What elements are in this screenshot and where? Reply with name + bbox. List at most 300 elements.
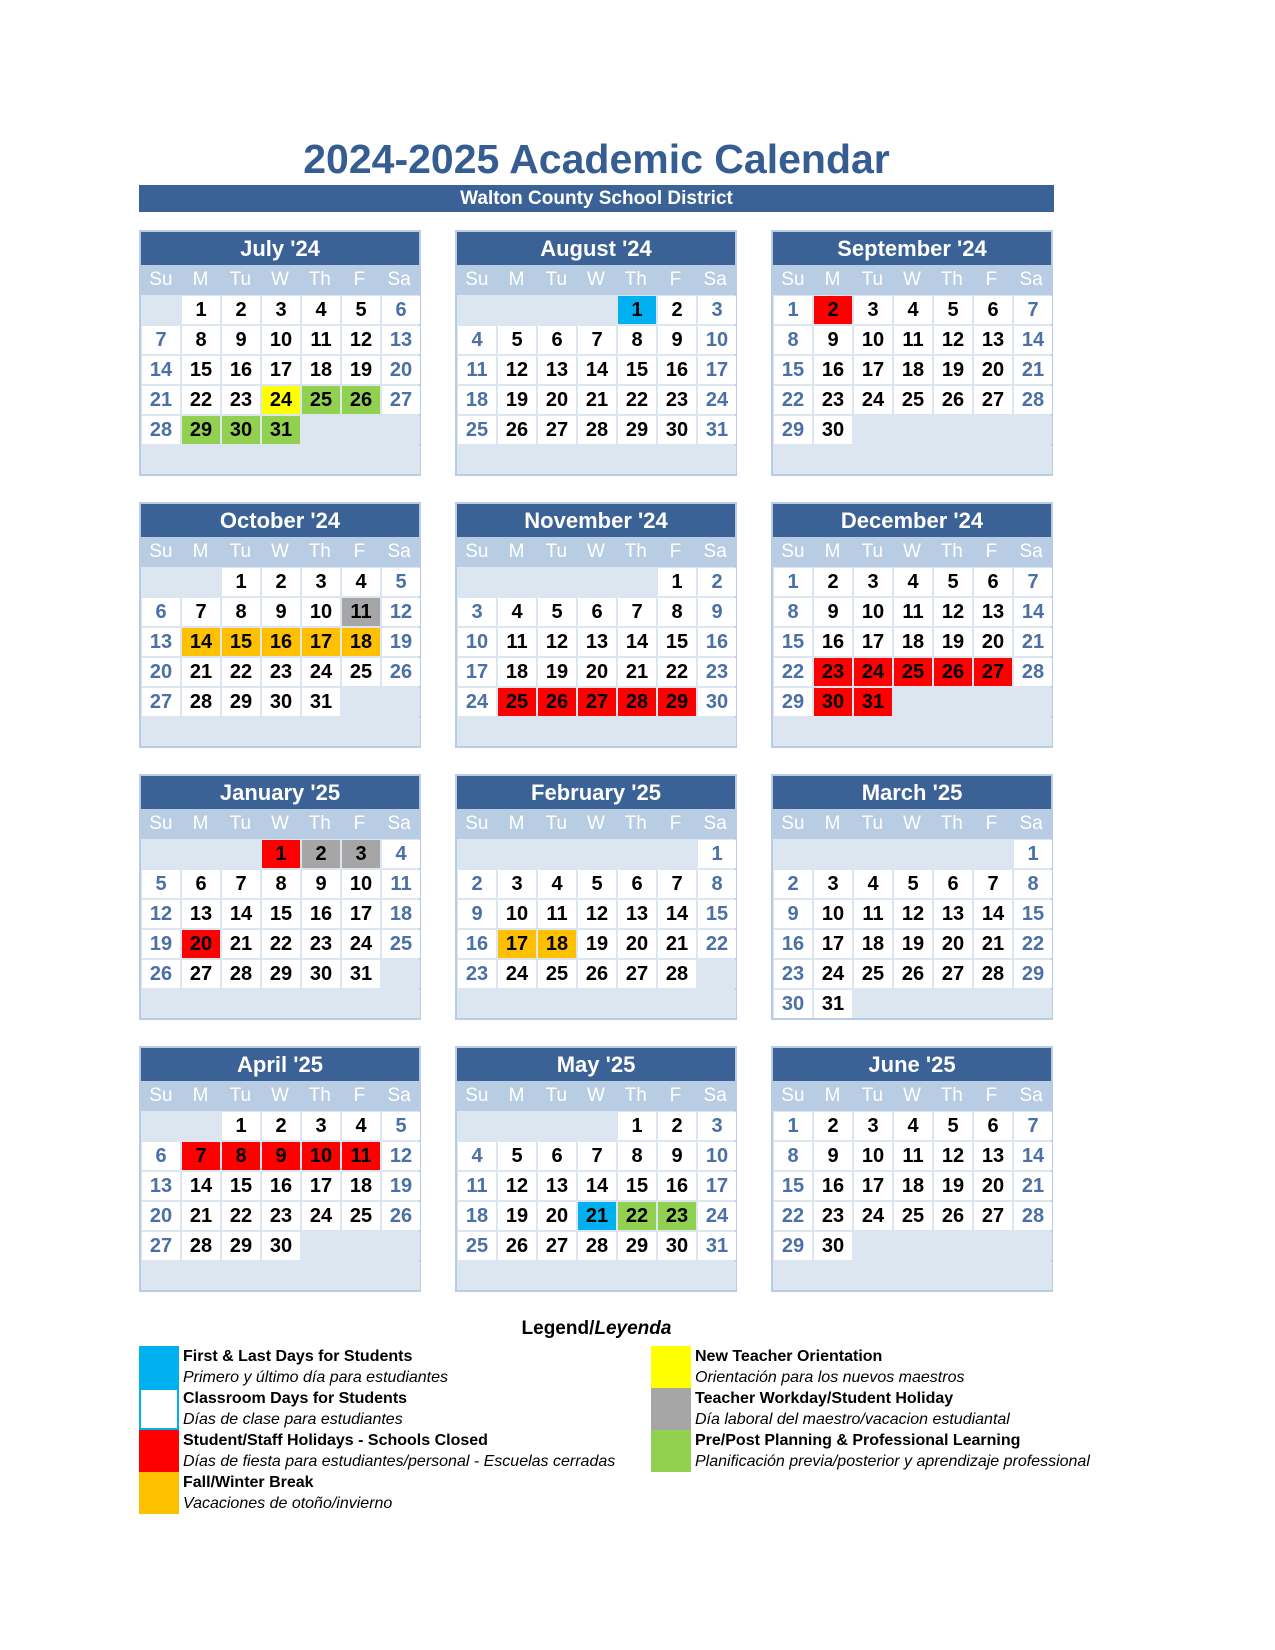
day-cell: 19 bbox=[934, 628, 972, 656]
day-cell: 28 bbox=[1014, 658, 1052, 686]
day-cell: 16 bbox=[302, 900, 340, 928]
weekday-label: Su bbox=[781, 541, 805, 562]
day-cell: 28 bbox=[182, 688, 220, 716]
weekday-label: M bbox=[508, 813, 525, 834]
weekday-header bbox=[141, 537, 419, 567]
day-cell: 30 bbox=[698, 688, 736, 716]
weekday-label: Tu bbox=[861, 541, 884, 562]
day-cell: 20 bbox=[182, 930, 220, 958]
empty-cell bbox=[774, 1262, 812, 1290]
day-cell: 13 bbox=[618, 900, 656, 928]
empty-cell bbox=[458, 840, 496, 868]
day-cell: 14 bbox=[182, 628, 220, 656]
empty-cell bbox=[382, 960, 420, 988]
day-cell: 26 bbox=[142, 960, 180, 988]
day-cell: 26 bbox=[342, 386, 380, 414]
day-cell: 5 bbox=[498, 326, 536, 354]
empty-cell bbox=[382, 446, 420, 474]
month-calendar bbox=[139, 1046, 421, 1292]
weekday-label: Su bbox=[781, 813, 805, 834]
day-cell: 6 bbox=[382, 296, 420, 324]
day-cell: 28 bbox=[974, 960, 1012, 988]
empty-cell bbox=[934, 990, 972, 1018]
day-cell: 20 bbox=[538, 386, 576, 414]
month-title: June '25 bbox=[773, 1048, 1051, 1081]
weekday-label: Sa bbox=[1019, 813, 1043, 834]
page-title: 2024-2025 Academic Calendar bbox=[303, 136, 890, 182]
day-cell: 5 bbox=[538, 598, 576, 626]
weekday-label: Sa bbox=[703, 541, 727, 562]
empty-cell bbox=[774, 718, 812, 746]
empty-cell bbox=[1014, 416, 1052, 444]
empty-cell bbox=[342, 688, 380, 716]
empty-cell bbox=[498, 1262, 536, 1290]
empty-cell bbox=[974, 990, 1012, 1018]
day-cell: 26 bbox=[382, 658, 420, 686]
empty-cell bbox=[262, 718, 300, 746]
day-cell: 12 bbox=[894, 900, 932, 928]
day-cell: 17 bbox=[458, 658, 496, 686]
day-cell: 6 bbox=[142, 1142, 180, 1170]
month-title: July '24 bbox=[141, 232, 419, 265]
empty-cell bbox=[658, 990, 696, 1018]
weekday-label: Th bbox=[940, 541, 963, 562]
weekday-label: Sa bbox=[387, 1085, 411, 1106]
day-cell: 28 bbox=[222, 960, 260, 988]
empty-cell bbox=[854, 446, 892, 474]
day-cell: 23 bbox=[458, 960, 496, 988]
day-cell: 22 bbox=[222, 1202, 260, 1230]
weekday-label: Tu bbox=[861, 1085, 884, 1106]
empty-cell bbox=[262, 1262, 300, 1290]
empty-cell bbox=[222, 840, 260, 868]
day-cell: 30 bbox=[774, 990, 812, 1018]
weekday-label: M bbox=[192, 813, 209, 834]
weekday-label: F bbox=[353, 813, 366, 834]
day-cell: 16 bbox=[774, 930, 812, 958]
day-cell: 25 bbox=[894, 386, 932, 414]
day-cell: 25 bbox=[342, 658, 380, 686]
day-cell: 22 bbox=[774, 386, 812, 414]
weekday-header bbox=[773, 537, 1051, 567]
day-cell: 28 bbox=[578, 416, 616, 444]
day-cell: 19 bbox=[142, 930, 180, 958]
day-cell: 7 bbox=[1014, 1112, 1052, 1140]
day-cell: 6 bbox=[934, 870, 972, 898]
legend-label: New Teacher Orientation bbox=[695, 1348, 883, 1365]
empty-cell bbox=[382, 1232, 420, 1260]
weekday-label: Th bbox=[624, 269, 647, 290]
day-cell: 21 bbox=[1014, 356, 1052, 384]
empty-cell bbox=[302, 446, 340, 474]
weekday-label: M bbox=[508, 1085, 525, 1106]
empty-cell bbox=[142, 1112, 180, 1140]
empty-cell bbox=[578, 990, 616, 1018]
legend-label-es: Días de clase para estudiantes bbox=[183, 1411, 403, 1428]
day-cell: 12 bbox=[498, 1172, 536, 1200]
empty-cell bbox=[142, 718, 180, 746]
day-cell: 25 bbox=[342, 1202, 380, 1230]
weekday-label: Sa bbox=[387, 813, 411, 834]
legend-swatch-white bbox=[139, 1388, 179, 1430]
empty-cell bbox=[854, 718, 892, 746]
day-cell: 7 bbox=[222, 870, 260, 898]
day-cell: 4 bbox=[894, 1112, 932, 1140]
day-cell: 23 bbox=[814, 658, 852, 686]
day-cell: 16 bbox=[658, 1172, 696, 1200]
day-cell: 7 bbox=[974, 870, 1012, 898]
weekday-header bbox=[141, 265, 419, 295]
day-cell: 8 bbox=[1014, 870, 1052, 898]
legend-swatch-red bbox=[139, 1430, 179, 1472]
empty-cell bbox=[498, 840, 536, 868]
day-grid bbox=[457, 567, 735, 746]
day-cell: 21 bbox=[182, 658, 220, 686]
day-cell: 11 bbox=[458, 356, 496, 384]
empty-cell bbox=[854, 1262, 892, 1290]
day-cell: 3 bbox=[262, 296, 300, 324]
empty-cell bbox=[182, 446, 220, 474]
weekday-label: Th bbox=[308, 1085, 331, 1106]
day-cell: 29 bbox=[658, 688, 696, 716]
empty-cell bbox=[1014, 1262, 1052, 1290]
weekday-label: Su bbox=[465, 1085, 489, 1106]
day-cell: 13 bbox=[974, 598, 1012, 626]
weekday-header bbox=[457, 1081, 735, 1111]
weekday-header bbox=[457, 537, 735, 567]
day-cell: 14 bbox=[142, 356, 180, 384]
empty-cell bbox=[142, 446, 180, 474]
weekday-label: Sa bbox=[387, 541, 411, 562]
empty-cell bbox=[262, 446, 300, 474]
day-grid bbox=[773, 839, 1051, 1018]
day-cell: 21 bbox=[618, 658, 656, 686]
day-cell: 8 bbox=[774, 598, 812, 626]
legend-label: Student/Staff Holidays - Schools Closed bbox=[183, 1432, 488, 1449]
day-cell: 14 bbox=[618, 628, 656, 656]
empty-cell bbox=[1014, 688, 1052, 716]
day-cell: 8 bbox=[222, 1142, 260, 1170]
weekday-label: Tu bbox=[861, 269, 884, 290]
day-cell: 6 bbox=[142, 598, 180, 626]
empty-cell bbox=[578, 1262, 616, 1290]
weekday-label: M bbox=[508, 541, 525, 562]
day-cell: 24 bbox=[854, 658, 892, 686]
day-cell: 24 bbox=[458, 688, 496, 716]
empty-cell bbox=[222, 446, 260, 474]
weekday-label: W bbox=[587, 541, 605, 562]
legend-swatch-yellow bbox=[651, 1346, 691, 1388]
empty-cell bbox=[894, 990, 932, 1018]
weekday-header bbox=[773, 265, 1051, 295]
day-cell: 21 bbox=[658, 930, 696, 958]
weekday-label: Sa bbox=[703, 813, 727, 834]
legend-label: First & Last Days for Students bbox=[183, 1348, 413, 1365]
day-cell: 15 bbox=[774, 628, 812, 656]
day-cell: 14 bbox=[182, 1172, 220, 1200]
legend-label: Pre/Post Planning & Professional Learning bbox=[695, 1432, 1021, 1449]
empty-cell bbox=[182, 1262, 220, 1290]
day-cell: 7 bbox=[142, 326, 180, 354]
day-cell: 31 bbox=[302, 688, 340, 716]
day-cell: 5 bbox=[934, 568, 972, 596]
empty-cell bbox=[578, 718, 616, 746]
day-cell: 30 bbox=[814, 416, 852, 444]
day-cell: 27 bbox=[974, 658, 1012, 686]
day-cell: 19 bbox=[934, 356, 972, 384]
day-cell: 16 bbox=[262, 628, 300, 656]
month-title: September '24 bbox=[773, 232, 1051, 265]
day-cell: 2 bbox=[222, 296, 260, 324]
weekday-label: Sa bbox=[703, 1085, 727, 1106]
empty-cell bbox=[498, 990, 536, 1018]
empty-cell bbox=[854, 416, 892, 444]
empty-cell bbox=[618, 568, 656, 596]
day-cell: 22 bbox=[774, 658, 812, 686]
day-cell: 10 bbox=[698, 1142, 736, 1170]
legend-swatch-green bbox=[651, 1430, 691, 1472]
empty-cell bbox=[698, 990, 736, 1018]
day-cell: 3 bbox=[854, 1112, 892, 1140]
empty-cell bbox=[458, 446, 496, 474]
day-cell: 25 bbox=[894, 1202, 932, 1230]
empty-cell bbox=[498, 296, 536, 324]
day-cell: 5 bbox=[934, 1112, 972, 1140]
day-cell: 22 bbox=[774, 1202, 812, 1230]
day-cell: 1 bbox=[222, 1112, 260, 1140]
weekday-label: W bbox=[587, 813, 605, 834]
weekday-label: Su bbox=[465, 269, 489, 290]
empty-cell bbox=[458, 1112, 496, 1140]
day-cell: 11 bbox=[342, 598, 380, 626]
weekday-label: Sa bbox=[387, 269, 411, 290]
day-cell: 13 bbox=[538, 1172, 576, 1200]
weekday-label: Th bbox=[940, 269, 963, 290]
day-cell: 10 bbox=[854, 598, 892, 626]
district-name: Walton County School District bbox=[139, 185, 1054, 212]
day-cell: 22 bbox=[262, 930, 300, 958]
weekday-header bbox=[773, 809, 1051, 839]
weekday-header bbox=[141, 809, 419, 839]
month-calendar bbox=[771, 1046, 1053, 1292]
day-cell: 22 bbox=[658, 658, 696, 686]
day-cell: 11 bbox=[538, 900, 576, 928]
day-cell: 17 bbox=[498, 930, 536, 958]
day-cell: 22 bbox=[618, 1202, 656, 1230]
day-cell: 2 bbox=[814, 568, 852, 596]
day-cell: 30 bbox=[658, 1232, 696, 1260]
empty-cell bbox=[302, 416, 340, 444]
day-cell: 11 bbox=[854, 900, 892, 928]
day-grid bbox=[141, 295, 419, 474]
day-cell: 8 bbox=[182, 326, 220, 354]
empty-cell bbox=[894, 718, 932, 746]
empty-cell bbox=[142, 1262, 180, 1290]
weekday-label: Tu bbox=[229, 541, 252, 562]
day-cell: 22 bbox=[618, 386, 656, 414]
empty-cell bbox=[182, 1112, 220, 1140]
weekday-label: Su bbox=[149, 269, 173, 290]
legend-label: Classroom Days for Students bbox=[183, 1390, 408, 1407]
day-cell: 24 bbox=[302, 658, 340, 686]
day-cell: 30 bbox=[302, 960, 340, 988]
day-cell: 7 bbox=[1014, 296, 1052, 324]
day-cell: 3 bbox=[698, 296, 736, 324]
day-cell: 15 bbox=[262, 900, 300, 928]
day-cell: 29 bbox=[618, 416, 656, 444]
day-cell: 16 bbox=[814, 1172, 852, 1200]
empty-cell bbox=[814, 1262, 852, 1290]
day-cell: 5 bbox=[894, 870, 932, 898]
day-cell: 20 bbox=[974, 628, 1012, 656]
day-cell: 5 bbox=[342, 296, 380, 324]
empty-cell bbox=[894, 688, 932, 716]
weekday-label: Su bbox=[781, 269, 805, 290]
day-cell: 6 bbox=[578, 598, 616, 626]
day-cell: 17 bbox=[302, 628, 340, 656]
weekday-label: W bbox=[271, 269, 289, 290]
day-cell: 5 bbox=[382, 1112, 420, 1140]
weekday-label: F bbox=[985, 813, 998, 834]
day-cell: 19 bbox=[382, 628, 420, 656]
weekday-label: Tu bbox=[861, 813, 884, 834]
day-cell: 31 bbox=[814, 990, 852, 1018]
empty-cell bbox=[698, 1262, 736, 1290]
empty-cell bbox=[182, 568, 220, 596]
day-cell: 29 bbox=[1014, 960, 1052, 988]
day-cell: 2 bbox=[262, 1112, 300, 1140]
day-cell: 7 bbox=[658, 870, 696, 898]
month-calendar bbox=[139, 230, 421, 476]
day-cell: 10 bbox=[342, 870, 380, 898]
day-cell: 9 bbox=[458, 900, 496, 928]
day-cell: 13 bbox=[142, 628, 180, 656]
day-cell: 3 bbox=[854, 296, 892, 324]
day-cell: 30 bbox=[222, 416, 260, 444]
weekday-label: Th bbox=[624, 1085, 647, 1106]
empty-cell bbox=[578, 446, 616, 474]
legend-swatch-gray bbox=[651, 1388, 691, 1430]
day-cell: 10 bbox=[854, 326, 892, 354]
month-title: December '24 bbox=[773, 504, 1051, 537]
day-cell: 18 bbox=[458, 386, 496, 414]
weekday-label: M bbox=[824, 541, 841, 562]
day-cell: 13 bbox=[142, 1172, 180, 1200]
month-calendar bbox=[771, 774, 1053, 1020]
empty-cell bbox=[658, 1262, 696, 1290]
weekday-label: W bbox=[903, 541, 921, 562]
empty-cell bbox=[342, 1232, 380, 1260]
empty-cell bbox=[538, 446, 576, 474]
day-cell: 9 bbox=[302, 870, 340, 898]
day-cell: 14 bbox=[1014, 326, 1052, 354]
day-cell: 9 bbox=[658, 326, 696, 354]
day-cell: 1 bbox=[618, 1112, 656, 1140]
weekday-label: W bbox=[903, 1085, 921, 1106]
day-cell: 12 bbox=[382, 598, 420, 626]
legend-title-es: Leyenda bbox=[594, 1318, 672, 1339]
empty-cell bbox=[342, 416, 380, 444]
empty-cell bbox=[182, 840, 220, 868]
day-cell: 14 bbox=[1014, 1142, 1052, 1170]
empty-cell bbox=[222, 718, 260, 746]
day-cell: 29 bbox=[618, 1232, 656, 1260]
day-cell: 9 bbox=[658, 1142, 696, 1170]
month-calendar bbox=[455, 1046, 737, 1292]
weekday-label: Tu bbox=[545, 1085, 568, 1106]
weekday-label: F bbox=[669, 269, 682, 290]
day-cell: 10 bbox=[814, 900, 852, 928]
empty-cell bbox=[894, 416, 932, 444]
day-cell: 14 bbox=[578, 1172, 616, 1200]
day-cell: 8 bbox=[698, 870, 736, 898]
day-cell: 31 bbox=[342, 960, 380, 988]
weekday-label: Sa bbox=[1019, 541, 1043, 562]
day-cell: 13 bbox=[182, 900, 220, 928]
empty-cell bbox=[302, 1232, 340, 1260]
day-cell: 13 bbox=[974, 326, 1012, 354]
month-title: February '25 bbox=[457, 776, 735, 809]
weekday-label: W bbox=[587, 1085, 605, 1106]
day-cell: 8 bbox=[222, 598, 260, 626]
weekday-label: Th bbox=[624, 541, 647, 562]
day-cell: 19 bbox=[894, 930, 932, 958]
day-cell: 23 bbox=[814, 386, 852, 414]
day-cell: 2 bbox=[698, 568, 736, 596]
weekday-label: F bbox=[985, 1085, 998, 1106]
day-cell: 26 bbox=[934, 658, 972, 686]
legend-title-en: Legend/ bbox=[521, 1318, 595, 1339]
empty-cell bbox=[934, 718, 972, 746]
day-cell: 31 bbox=[698, 416, 736, 444]
weekday-label: F bbox=[353, 541, 366, 562]
empty-cell bbox=[382, 1262, 420, 1290]
empty-cell bbox=[698, 960, 736, 988]
day-cell: 4 bbox=[458, 1142, 496, 1170]
legend-swatch-blue bbox=[139, 1346, 179, 1388]
day-cell: 4 bbox=[342, 1112, 380, 1140]
empty-cell bbox=[498, 1112, 536, 1140]
day-grid bbox=[457, 295, 735, 474]
day-cell: 8 bbox=[618, 326, 656, 354]
weekday-label: Th bbox=[624, 813, 647, 834]
weekday-label: Su bbox=[781, 1085, 805, 1106]
day-cell: 29 bbox=[774, 1232, 812, 1260]
empty-cell bbox=[382, 990, 420, 1018]
day-cell: 1 bbox=[222, 568, 260, 596]
empty-cell bbox=[578, 1112, 616, 1140]
weekday-label: F bbox=[985, 541, 998, 562]
day-cell: 4 bbox=[854, 870, 892, 898]
day-cell: 6 bbox=[974, 296, 1012, 324]
day-cell: 20 bbox=[618, 930, 656, 958]
empty-cell bbox=[538, 718, 576, 746]
day-grid bbox=[141, 567, 419, 746]
empty-cell bbox=[698, 446, 736, 474]
day-cell: 13 bbox=[974, 1142, 1012, 1170]
day-cell: 20 bbox=[142, 1202, 180, 1230]
day-cell: 30 bbox=[658, 416, 696, 444]
empty-cell bbox=[814, 446, 852, 474]
empty-cell bbox=[538, 840, 576, 868]
day-cell: 12 bbox=[578, 900, 616, 928]
empty-cell bbox=[302, 990, 340, 1018]
empty-cell bbox=[382, 416, 420, 444]
day-cell: 23 bbox=[262, 1202, 300, 1230]
weekday-label: Su bbox=[149, 1085, 173, 1106]
day-cell: 23 bbox=[262, 658, 300, 686]
empty-cell bbox=[222, 1262, 260, 1290]
